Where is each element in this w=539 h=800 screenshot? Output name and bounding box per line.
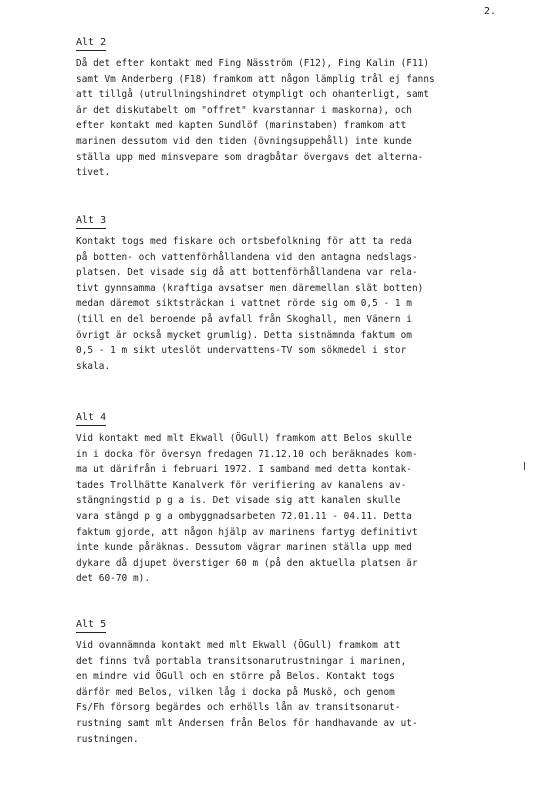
page-number: 2. (484, 6, 497, 17)
text-line: det 60-70 m). (76, 573, 151, 585)
section-alt-5 (76, 612, 506, 747)
text-line: platsen. Det visade sig då att bottenförhållandena var rela- (76, 267, 418, 279)
text-line: rustningen. (76, 733, 139, 745)
text-line: vara stängd p g a ombyggnadsarbeten 72.01.11 - 04.11. Detta (76, 510, 412, 522)
text-line: inte kunde påräknas. Dessutom vägrar marinen ställa upp med (76, 542, 412, 554)
section-heading: Alt 5 (76, 618, 106, 633)
text-line: Kontakt togs med fiskare och ortsbefolkning för att ta reda (76, 236, 412, 247)
section-alt-2 (76, 30, 506, 181)
text-line: in i docka för översyn fredagen 71.12.10 och beräknades kom- (76, 448, 418, 460)
text-line: tivet. (76, 167, 111, 179)
text-line: det finns två portabla transitsonarutrustningar i marinen, (76, 655, 407, 667)
text-line: därför med Belos, vilken låg i docka på Muskö, och genom (76, 686, 395, 698)
text-line: att tillgå (utrullningshindret otympligt och ohanterligt, samt (76, 89, 430, 101)
text-line: Fs/Fh försorg begärdes och erhölls lån av transitsonarut- (76, 702, 401, 714)
text-line: samt Vm Anderberg (F18) framkom att någon lämplig trål ej fanns (76, 73, 435, 85)
text-line: marinen dessutom vid den tiden (övningsuppehåll) inte kunde (76, 135, 412, 147)
text-line: Då det efter kontakt med Fing Näsström (F12), Fing Kalin (F11) (76, 58, 430, 69)
text-line: stängningstid p g a is. Det visade sig att kanalen skulle (76, 495, 401, 507)
section-heading: Alt 4 (76, 411, 106, 426)
text-line: på botten- och vattenförhållandena vid den antagna nedslags- (76, 251, 418, 263)
text-line: övrigt är också mycket grumlig). Detta sistnämnda faktum om (76, 329, 412, 341)
text-line: Vid ovannämnda kontakt med mlt Ekwall (ÖGull) framkom att (76, 640, 401, 651)
section-alt-4 (76, 405, 506, 587)
text-line: (till en del beroende på avfall från Skoghall, men Vänern i (76, 313, 412, 325)
text-line: rustning samt mlt Andersen från Belos för handhavande av ut- (76, 717, 418, 729)
text-line: faktum gjorde, att någon hjälp av marinens fartyg definitivt (76, 526, 418, 538)
text-line: medan däremot siktsträckan i vattnet rörde sig om 0,5 - 1 m (76, 298, 412, 310)
text-line: 0,5 - 1 m sikt uteslöt undervattens-TV som sökmedel i stor (76, 345, 407, 357)
section-heading: Alt 2 (76, 36, 106, 51)
section-heading: Alt 3 (76, 214, 106, 229)
text-line: skala. (76, 360, 111, 372)
text-line: ställa upp med minsvepare som dragbåtar övergavs det alterna- (76, 151, 424, 163)
text-line: en mindre vid ÖGull och en större på Belos. Kontakt togs (76, 671, 395, 683)
text-line: dykare då djupet överstiger 60 m (på den aktuella platsen är (76, 557, 418, 569)
text-line: Vid kontakt med mlt Ekwall (ÖGull) framkom att Belos skulle (76, 433, 412, 444)
text-line: ma ut därifrån i februari 1972. I samband med detta kontak- (76, 464, 412, 476)
section-alt-3 (76, 208, 506, 374)
text-line: efter kontakt med kapten Sundlöf (marinstaben) framkom att (76, 120, 407, 132)
margin-mark (524, 462, 525, 470)
text-line: tades Trollhätte Kanalverk för verifiering av kanalens av- (76, 479, 407, 491)
text-line: är det diskutabelt om "offret" kvarstannar i maskorna), och (76, 104, 412, 116)
text-line: tivt gynnsamma (kraftiga avsatser men däremellan slät botten) (76, 282, 424, 294)
